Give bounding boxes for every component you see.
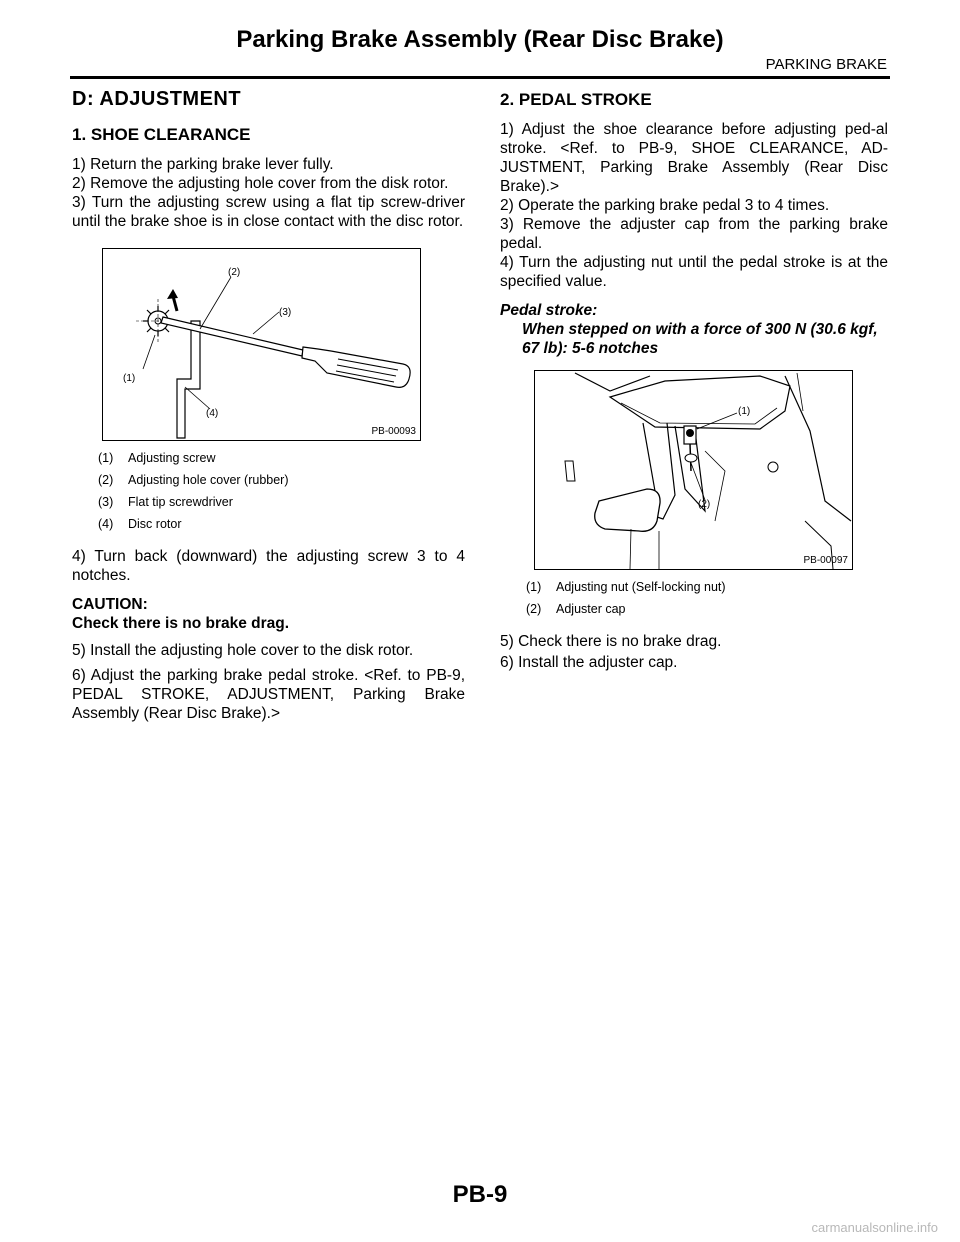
- callout-3: (3): [279, 307, 292, 318]
- parking-brake-pedal-illustration: [535, 371, 852, 569]
- figure-legend-left: [98, 451, 465, 531]
- pedal-stroke-heading: 2. PEDAL STROKE: [500, 90, 652, 109]
- section-name: PARKING BRAKE: [765, 56, 887, 73]
- step-4: 4) Turn back (downward) the adjusting screw 3 to 4 notches.: [72, 548, 465, 584]
- header-rule: [70, 76, 890, 79]
- legend-item: (3) Flat tip screwdriver: [98, 495, 233, 509]
- step-4: 4) Turn the adjusting nut until the pedal stroke is at the specified value.: [500, 254, 888, 290]
- spec-title: Pedal stroke:: [500, 302, 598, 319]
- step-2: 2) Operate the parking brake pedal 3 to 4 times.: [500, 197, 830, 214]
- callout-2: (2): [228, 267, 241, 278]
- left-column: [72, 88, 465, 723]
- spec-value: When stepped on with a force of 300 N (30.6 kgf, 67 lb): 5-6 notches: [522, 321, 878, 357]
- legend-item: (1) Adjusting nut (Self-locking nut): [526, 580, 726, 594]
- legend-item: (2) Adjusting hole cover (rubber): [98, 473, 289, 487]
- step-1: 1) Return the parking brake lever fully.: [72, 156, 334, 173]
- callout-2: (2): [698, 499, 711, 510]
- legend-item: (1) Adjusting screw: [98, 451, 216, 465]
- callout-1: (1): [738, 406, 751, 417]
- callout-1: (1): [123, 373, 136, 384]
- figure-legend-right: [526, 580, 888, 616]
- page-number: PB-9: [452, 1181, 508, 1208]
- step-6: 6) Install the adjuster cap.: [500, 654, 678, 671]
- step-2: 2) Remove the adjusting hole cover from the disk rotor.: [72, 175, 449, 192]
- step-3: 3) Turn the adjusting screw using a flat tip screw-driver until the brake shoe is in close contact with the disc rotor.: [72, 194, 465, 230]
- legend-item: (2) Adjuster cap: [526, 602, 626, 616]
- shoe-clearance-heading: 1. SHOE CLEARANCE: [72, 125, 251, 144]
- figure-id: PB-00097: [803, 555, 848, 566]
- page-title: Parking Brake Assembly (Rear Disc Brake): [236, 26, 724, 53]
- step-1: 1) Adjust the shoe clearance before adjusting ped-al stroke. <Ref. to PB-9, SHOE CLEARANCE, AD-JUSTMENT, Parking Brake Assembly (Rear Disc Brake).>: [500, 121, 888, 195]
- figure-shoe-clearance: [102, 248, 421, 441]
- step-5: 5) Install the adjusting hole cover to the disk rotor.: [72, 642, 414, 659]
- caution-title: CAUTION:: [72, 596, 148, 613]
- watermark: carmanualsonline.info: [811, 1220, 938, 1235]
- legend-item: (4) Disc rotor: [98, 517, 182, 531]
- right-column: [500, 88, 888, 672]
- figure-id: PB-00093: [371, 426, 416, 437]
- figure-pedal-stroke: [534, 370, 853, 570]
- adjustment-heading: D: ADJUSTMENT: [72, 88, 242, 110]
- step-3: 3) Remove the adjuster cap from the parking brake pedal.: [500, 216, 888, 252]
- adjusting-screw-illustration: [103, 249, 420, 440]
- step-6: 6) Adjust the parking brake pedal stroke. <Ref. to PB-9, PEDAL STROKE, ADJUSTMENT, Parking Brake Assembly (Rear Disc Brake).>: [72, 667, 465, 722]
- step-5: 5) Check there is no brake drag.: [500, 633, 722, 650]
- caution-text: Check there is no brake drag.: [72, 615, 290, 632]
- callout-4: (4): [206, 408, 219, 419]
